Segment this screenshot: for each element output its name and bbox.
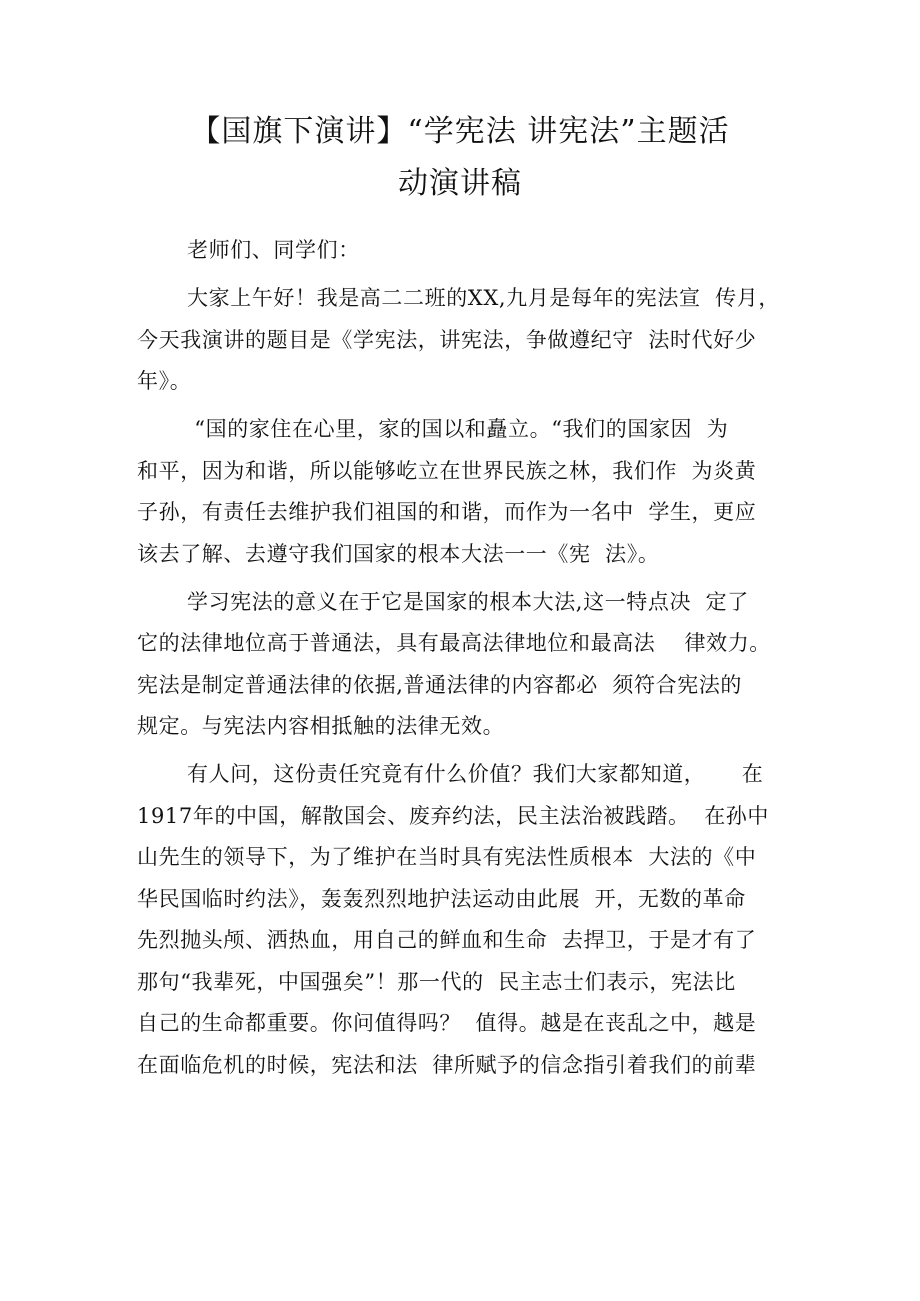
text-line: 大家上午好！我是高二二班的XX,九月是每年的宪法宣 传月， xyxy=(187,286,780,310)
text-line: 学习宪法的意义在于它是国家的根本大法,这一特点决 定了 xyxy=(187,589,749,614)
text-line: 子孙，有责任去维护我们祖国的和谐，而作为一名中 学生，更应 xyxy=(137,500,757,524)
text-line: 那句“我辈死，中国强矣”！那一代的 民主志士们表示，宪法比 xyxy=(137,969,736,994)
text-line: 和平，因为和谐，所以能够屹立在世界民族之林，我们作 为炎黄 xyxy=(137,458,757,483)
document-title xyxy=(100,108,820,208)
text-line: 华民国临时约法》，轰轰烈烈地护法运动由此展 开，无数的革命 xyxy=(137,886,746,911)
text-line: 在面临危机的时候，宪法和法 律所赋予的信念指引着我们的前辈 xyxy=(137,1052,757,1077)
salutation-paragraph xyxy=(137,230,797,272)
constitution-meaning-paragraph xyxy=(137,582,797,748)
text-line: 它的法律地位高于普通法，具有最高法律地位和最高法 律效力。 xyxy=(137,631,771,655)
text-line: 年》。 xyxy=(137,369,192,393)
text-line: 自己的生命都重要。你问值得吗？ 值得。越是在丧乱之中，越是 xyxy=(137,1011,757,1035)
text-line: 规定。与宪法内容相抵触的法律无效。 xyxy=(137,714,505,738)
text-line: “国的家住在心里，家的国以和矗立。“我们的国家因 为 xyxy=(187,417,729,441)
text-line: 1917年的中国，解散国会、废弃约法，民主法治被践踏。 在孙中 xyxy=(137,803,769,828)
text-line: 今天我演讲的题目是《学宪法，讲宪法，争做遵纪守 法时代好少 xyxy=(137,327,757,352)
text-line: 该去了解、去遵守我们国家的根本大法一一《宪 法》。 xyxy=(137,541,660,566)
history-paragraph xyxy=(137,754,797,1086)
title-line-2: 动演讲稿 xyxy=(398,166,522,201)
text-line: 老师们、同学们： xyxy=(187,238,360,262)
text-line: 山先生的领导下，为了维护在当时具有宪法性质根本 大法的《中 xyxy=(137,845,757,869)
text-line: 宪法是制定普通法律的依据,普通法律的内容都必 须符合宪法的 xyxy=(137,672,743,697)
document-body xyxy=(137,230,797,1086)
homeland-paragraph xyxy=(137,409,797,575)
greeting-paragraph xyxy=(137,278,797,403)
text-line: 有人问，这份责任究竟有什么价值？我们大家都知道， 在 xyxy=(187,762,764,786)
title-line-1: 【国旗下演讲】“学宪法 讲宪法”主题活 xyxy=(190,114,730,149)
text-line: 先烈抛头颅、洒热血，用自己的鲜血和生命 去捍卫，于是才有了 xyxy=(137,928,757,952)
